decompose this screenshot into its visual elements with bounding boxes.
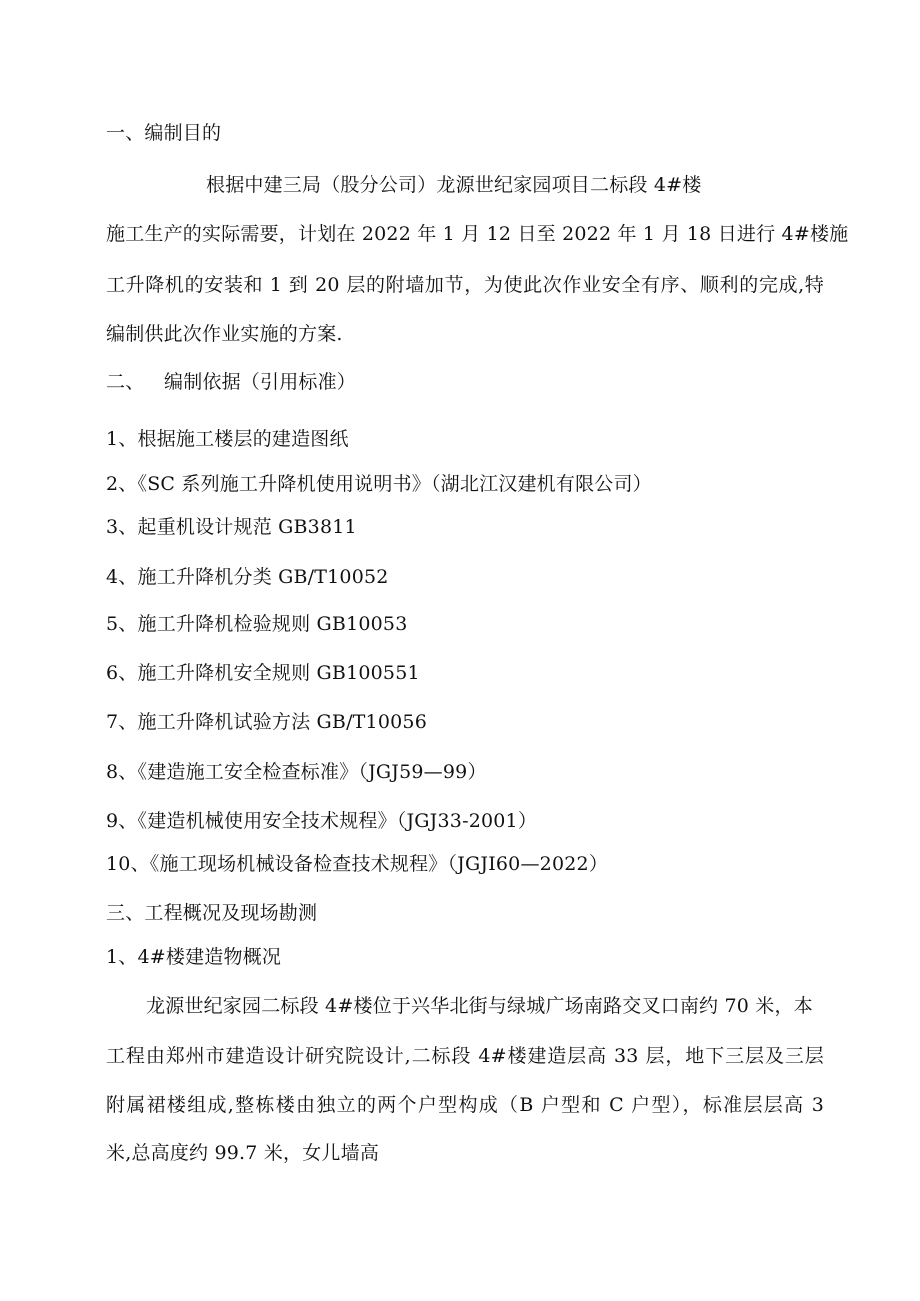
reference-item-2: 2、《SC 系列施工升降机使用说明书》（湖北江汉建机有限公司） bbox=[106, 473, 652, 495]
reference-item-8: 8、《建造施工安全检查标准》（JGJ59—99） bbox=[106, 761, 487, 783]
reference-item-5: 5、施工升降机检验规则 GB10053 bbox=[106, 613, 408, 635]
section3-para-line-3 bbox=[106, 1093, 824, 1117]
reference-item-10: 10、《施工现场机械设备检查技术规程》（JGJI60—2022） bbox=[106, 853, 609, 875]
section2-heading-text: 编制依据（引用标准） bbox=[164, 371, 357, 393]
reference-item-3: 3、起重机设计规范 GB3811 bbox=[106, 516, 357, 538]
section1-para-line-2 bbox=[106, 222, 849, 246]
section2-heading-number: 二、 bbox=[106, 371, 145, 393]
reference-item-6: 6、施工升降机安全规则 GB100551 bbox=[106, 662, 420, 684]
section1-heading: 一、编制目的 bbox=[106, 122, 222, 144]
section1-para-line-3 bbox=[106, 273, 824, 297]
section1-para-line-2-text: 施工生产的实际需要，计划在 2022 年 1 月 12 日至 2022 年 1 月 18 日进行 4#楼施 bbox=[106, 223, 849, 245]
reference-item-1: 1、根据施工楼层的建造图纸 bbox=[106, 428, 349, 450]
section1-para-line-1: 根据中建三局（股分公司）龙源世纪家园项目二标段 4#楼 bbox=[206, 174, 702, 196]
reference-item-7: 7、施工升降机试验方法 GB/T10056 bbox=[106, 711, 427, 733]
section1-para-line-4: 编制供此次作业实施的方案. bbox=[106, 323, 343, 345]
section1-para-line-3-text: 工升降机的安装和 1 到 20 层的附墙加节，为使此次作业安全有序、顺利的完成,特 bbox=[106, 274, 824, 296]
section3-para-line-1: 龙源世纪家园二标段 4#楼位于兴华北街与绿城广场南路交叉口南约 70 米，本 bbox=[146, 995, 813, 1017]
section3-heading: 三、工程概况及现场勘测 bbox=[106, 902, 318, 924]
section3-para-line-2 bbox=[106, 1044, 824, 1068]
reference-item-4: 4、施工升降机分类 GB/T10052 bbox=[106, 566, 389, 588]
section3-para-line-4: 米,总高度约 99.7 米，女儿墙高 bbox=[106, 1142, 380, 1164]
section3-para-line-3-text: 附属裙楼组成,整栋楼由独立的两个户型构成（B 户型和 C 户型），标准层层高 3 bbox=[106, 1094, 824, 1116]
section3-sub-heading: 1、4#楼建造物概况 bbox=[106, 946, 282, 968]
reference-item-9: 9、《建造机械使用安全技术规程》（JGJ33-2001） bbox=[106, 810, 538, 832]
section2-heading bbox=[106, 370, 356, 394]
section3-para-line-2-text: 工程由郑州市建造设计研究院设计,二标段 4#楼建造层高 33 层，地下三层及三层 bbox=[106, 1045, 824, 1067]
